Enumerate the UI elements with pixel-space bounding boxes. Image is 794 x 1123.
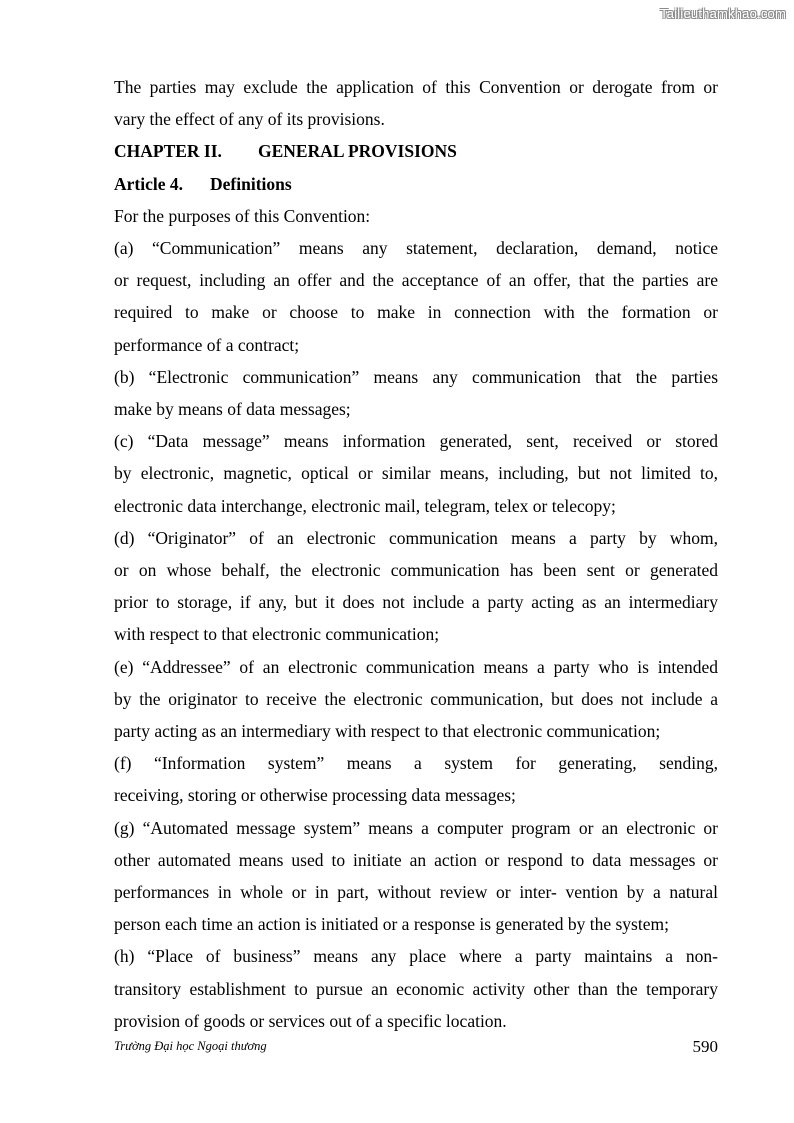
definition-line: or on whose behalf, the electronic communication has been sent or generated (114, 560, 718, 581)
page-body (114, 71, 718, 1037)
intro-line: The parties may exclude the application of this Convention or derogate from or (114, 77, 718, 97)
definition-line: (d) “Originator” of an electronic communication means a party by whom, (114, 527, 718, 548)
intro-line: vary the effect of any of its provisions. (114, 109, 385, 130)
footer-institution: Trường Đại học Ngoại thương (114, 1039, 267, 1053)
page-number: 590 (692, 1037, 718, 1056)
definition-line: by the originator to receive the electronic communication, but does not include a (114, 688, 718, 709)
definition-line: prior to storage, if any, but it does not include a party acting as an intermediary (114, 592, 718, 613)
definition-line: (b) “Electronic communication” means any communication that the parties (114, 366, 718, 387)
definition-line: transitory establishment to pursue an economic activity other than the temporary (114, 978, 718, 999)
article-number: Article 4. (114, 173, 183, 194)
definition-line: with respect to that electronic communication; (114, 624, 440, 645)
definition-line: performances in whole or in part, without review or inter- vention by a natural (114, 882, 718, 903)
chapter-number: CHAPTER II. (114, 141, 222, 162)
definition-line: provision of goods or services out of a specific location. (114, 1010, 507, 1031)
definition-line: electronic data interchange, electronic mail, telegram, telex or telecopy; (114, 495, 616, 516)
definition-line: or request, including an offer and the acceptance of an offer, that the parties are (114, 270, 718, 291)
site-watermark: Tailieuthamkhao.com (660, 6, 786, 21)
definition-line: party acting as an intermediary with respect to that electronic communication; (114, 721, 661, 742)
definition-line: (g) “Automated message system” means a computer program or an electronic or (114, 817, 718, 838)
definition-line: required to make or choose to make in connection with the formation or (114, 302, 718, 323)
chapter-title: GENERAL PROVISIONS (258, 141, 457, 162)
definition-line: make by means of data messages; (114, 399, 351, 420)
definition-line: person each time an action is initiated or a response is generated by the system; (114, 914, 669, 935)
definition-line: (a) “Communication” means any statement, declaration, demand, notice (114, 238, 718, 259)
article-heading (114, 168, 718, 200)
chapter-heading (114, 135, 718, 167)
page-footer (114, 1037, 718, 1061)
definition-line: other automated means used to initiate an action or respond to data messages or (114, 849, 718, 870)
article-title: Definitions (210, 173, 292, 194)
lead-sentence: For the purposes of this Convention: (114, 205, 371, 226)
definition-line: (c) “Data message” means information generated, sent, received or stored (114, 431, 718, 452)
definition-line: performance of a contract; (114, 334, 300, 355)
definition-line: (f) “Information system” means a system for generating, sending, (114, 753, 718, 774)
definition-line: (h) “Place of business” means any place where a party maintains a non- (114, 946, 718, 967)
definition-line: by electronic, magnetic, optical or similar means, including, but not limited to, (114, 463, 718, 484)
definition-line: (e) “Addressee” of an electronic communication means a party who is intended (114, 656, 718, 677)
definition-line: receiving, storing or otherwise processing data messages; (114, 785, 516, 806)
